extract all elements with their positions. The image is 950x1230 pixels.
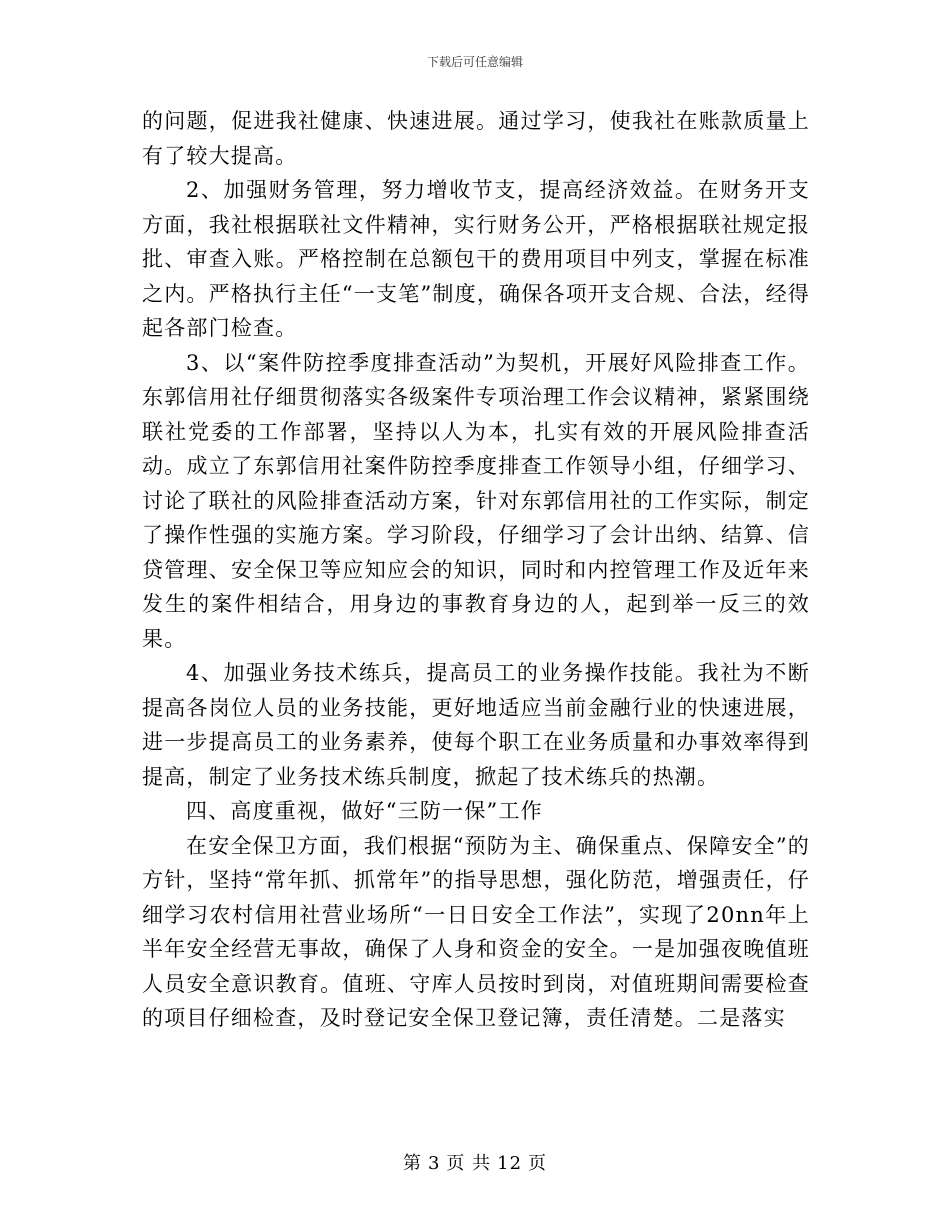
footer-suffix: 页	[528, 1153, 548, 1174]
paragraph-item-4: 4、加强业务技术练兵，提高员工的业务操作技能。我社为不断提高各岗位人员的业务技能，更好地适应当前金融行业的快速进展，进一步提高员工的业务素养，使每个职工在业务质量和办事效率得到提高，制定了业务技术练兵制度，掀起了技术练兵的热潮。	[142, 661, 810, 789]
document-body	[142, 104, 810, 1036]
section-heading-four: 四、高度重视，做好“三防一保”工作	[186, 799, 543, 823]
page-footer	[0, 1152, 950, 1176]
paragraph-item-2: 2、加强财务管理，努力增收节支，提高经济效益。在财务开支方面，我社根据联社文件精神，实行财务公开，严格根据联社规定报批、审查入账。严格控制在总额包干的费用项目中列支，掌握在标准之内。严格执行主任“一支笔”制度，确保各项开支合规、合法，经得起各部门检查。	[142, 178, 810, 340]
footer-middle: 页 共	[446, 1153, 492, 1174]
footer-page-number: 3	[427, 1153, 441, 1174]
paragraph-item-3: 3、以“案件防控季度排查活动”为契机，开展好风险排查工作。东郭信用社仔细贯彻落实各级案件专项治理工作会议精神，紧紧围绕联社党委的工作部署，坚持以人为本，扎实有效的开展风险排查活动。成立了东郭信用社案件防控季度排查工作领导小组，仔细学习、讨论了联社的风险排查活动方案，针对东郭信用社的工作实际，制定了操作性强的实施方案。学习阶段，仔细学习了会计出纳、结算、信贷管理、安全保卫等应知应会的知识，同时和内控管理工作及近年来发生的案件相结合，用身边的事教育身边的人，起到举一反三的效果。	[142, 350, 810, 651]
paragraph-continuation: 的问题，促进我社健康、快速进展。通过学习，使我社在账款质量上有了较大提高。	[142, 109, 810, 168]
footer-prefix: 第	[402, 1153, 422, 1174]
page-header-note: 下载后可任意编辑	[426, 55, 523, 69]
footer-total-pages: 12	[497, 1153, 523, 1174]
paragraph-security: 在安全保卫方面，我们根据“预防为主、确保重点、保障安全”的方针，坚持“常年抓、抓常年”的指导思想，强化防范，增强责任，仔细学习农村信用社营业场所“一日日安全工作法”，实现了20nn年上半年安全经营无事故，确保了人身和资金的安全。一是加强夜晚值班人员安全意识教育。值班、守库人员按时到岗，对值班期间需要检查的项目仔细检查，及时登记安全保卫登记簿，责任清楚。二是落实	[142, 833, 810, 1030]
